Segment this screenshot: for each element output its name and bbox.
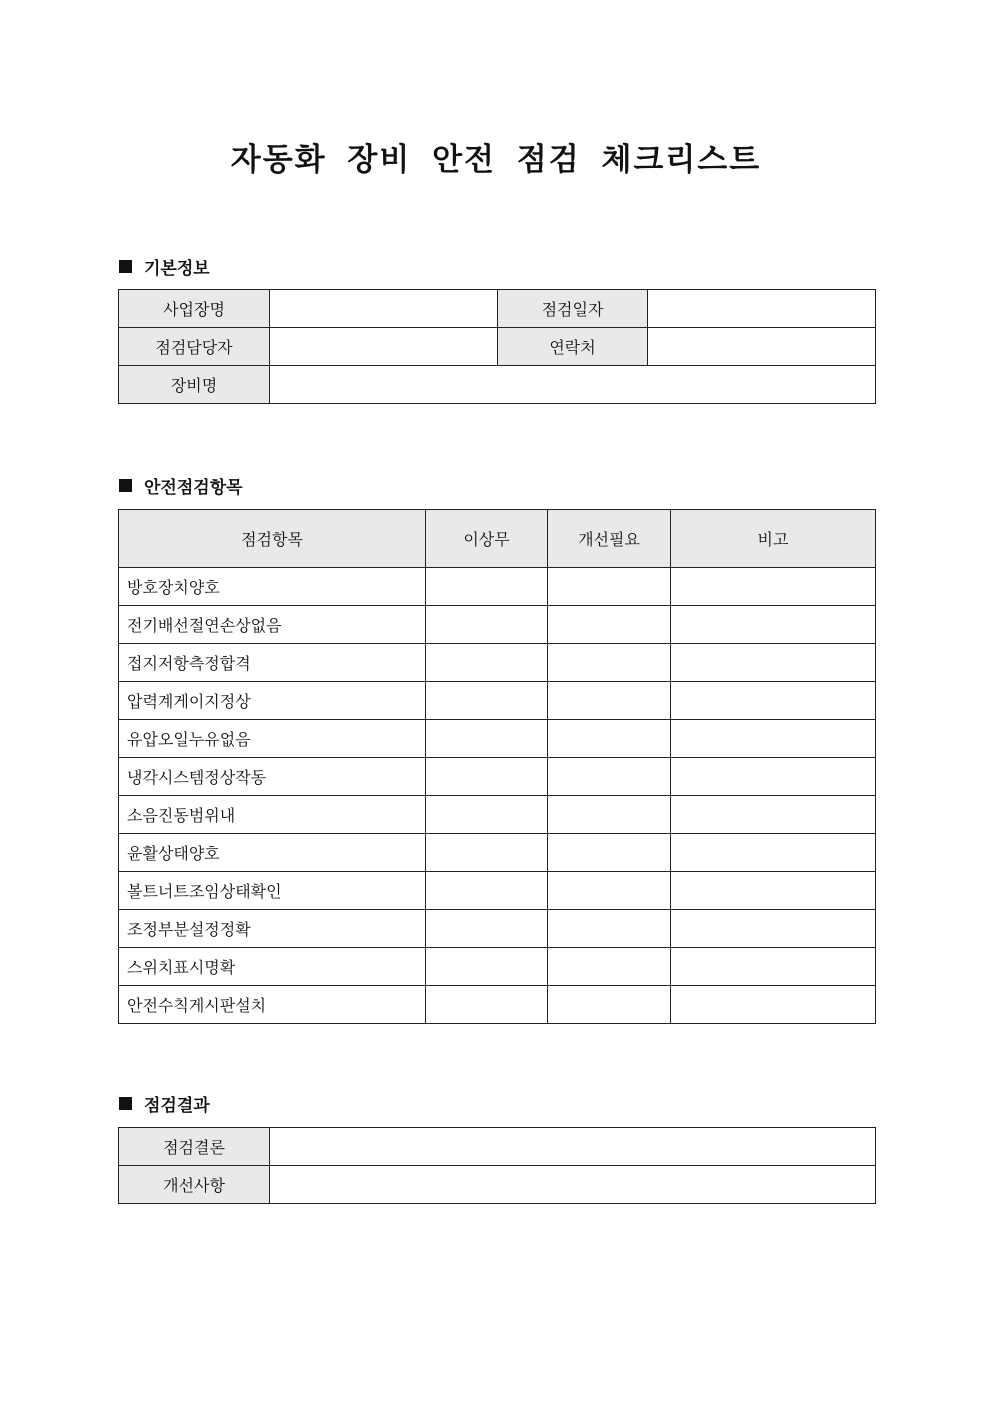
table-header-row bbox=[119, 510, 876, 568]
remarks-cell[interactable] bbox=[671, 796, 876, 834]
square-bullet-icon bbox=[119, 260, 132, 273]
check-item-label: 압력계게이지정상 bbox=[119, 682, 426, 720]
check-item-label: 윤활상태양호 bbox=[119, 834, 426, 872]
business-name-label: 사업장명 bbox=[119, 290, 270, 328]
needs-improvement-cell[interactable] bbox=[548, 568, 671, 606]
table-row bbox=[119, 720, 876, 758]
needs-improvement-cell[interactable] bbox=[548, 796, 671, 834]
column-header-item: 점검항목 bbox=[119, 510, 426, 568]
ok-cell[interactable] bbox=[426, 568, 548, 606]
inspection-date-field[interactable] bbox=[648, 290, 876, 328]
needs-improvement-cell[interactable] bbox=[548, 834, 671, 872]
ok-cell[interactable] bbox=[426, 834, 548, 872]
remarks-cell[interactable] bbox=[671, 948, 876, 986]
remarks-cell[interactable] bbox=[671, 606, 876, 644]
needs-improvement-cell[interactable] bbox=[548, 720, 671, 758]
remarks-cell[interactable] bbox=[671, 910, 876, 948]
needs-improvement-cell[interactable] bbox=[548, 606, 671, 644]
ok-cell[interactable] bbox=[426, 910, 548, 948]
equipment-name-field[interactable] bbox=[270, 366, 876, 404]
business-name-field[interactable] bbox=[270, 290, 498, 328]
table-row bbox=[119, 1128, 876, 1166]
ok-cell[interactable] bbox=[426, 606, 548, 644]
safety-check-heading bbox=[119, 473, 243, 498]
square-bullet-icon bbox=[119, 1097, 132, 1110]
document-title: 자동화 장비 안전 점검 체크리스트 bbox=[230, 142, 762, 178]
table-row bbox=[119, 606, 876, 644]
conclusion-label: 점검결론 bbox=[119, 1128, 270, 1166]
table-row bbox=[119, 758, 876, 796]
remarks-cell[interactable] bbox=[671, 720, 876, 758]
contact-field[interactable] bbox=[648, 328, 876, 366]
check-item-label: 소음진동범위내 bbox=[119, 796, 426, 834]
needs-improvement-cell[interactable] bbox=[548, 948, 671, 986]
ok-cell[interactable] bbox=[426, 872, 548, 910]
conclusion-field[interactable] bbox=[270, 1128, 876, 1166]
ok-cell[interactable] bbox=[426, 720, 548, 758]
ok-cell[interactable] bbox=[426, 948, 548, 986]
check-item-label: 접지저항측정합격 bbox=[119, 644, 426, 682]
inspector-label: 점검담당자 bbox=[119, 328, 270, 366]
ok-cell[interactable] bbox=[426, 682, 548, 720]
ok-cell[interactable] bbox=[426, 758, 548, 796]
needs-improvement-cell[interactable] bbox=[548, 758, 671, 796]
table-row bbox=[119, 872, 876, 910]
table-row bbox=[119, 682, 876, 720]
table-row bbox=[119, 290, 876, 328]
ok-cell[interactable] bbox=[426, 644, 548, 682]
remarks-cell[interactable] bbox=[671, 682, 876, 720]
square-bullet-icon bbox=[119, 479, 132, 492]
needs-improvement-cell[interactable] bbox=[548, 910, 671, 948]
equipment-name-label: 장비명 bbox=[119, 366, 270, 404]
improvements-field[interactable] bbox=[270, 1166, 876, 1204]
check-item-label: 전기배선절연손상없음 bbox=[119, 606, 426, 644]
table-row bbox=[119, 328, 876, 366]
result-heading bbox=[119, 1091, 210, 1116]
check-item-label: 방호장치양호 bbox=[119, 568, 426, 606]
remarks-cell[interactable] bbox=[671, 758, 876, 796]
safety-check-heading-text: 안전점검항목 bbox=[144, 478, 243, 498]
basic-info-heading-text: 기본정보 bbox=[144, 259, 210, 279]
contact-label: 연락처 bbox=[498, 328, 648, 366]
check-item-label: 스위치표시명확 bbox=[119, 948, 426, 986]
table-row bbox=[119, 986, 876, 1024]
check-item-label: 냉각시스템정상작동 bbox=[119, 758, 426, 796]
ok-cell[interactable] bbox=[426, 986, 548, 1024]
needs-improvement-cell[interactable] bbox=[548, 872, 671, 910]
needs-improvement-cell[interactable] bbox=[548, 986, 671, 1024]
safety-check-table bbox=[118, 509, 876, 1024]
result-table bbox=[118, 1127, 876, 1204]
needs-improvement-cell[interactable] bbox=[548, 644, 671, 682]
column-header-needs-improvement: 개선필요 bbox=[548, 510, 671, 568]
inspector-field[interactable] bbox=[270, 328, 498, 366]
remarks-cell[interactable] bbox=[671, 644, 876, 682]
column-header-remarks: 비고 bbox=[671, 510, 876, 568]
improvements-label: 개선사항 bbox=[119, 1166, 270, 1204]
table-row bbox=[119, 644, 876, 682]
result-heading-text: 점검결과 bbox=[144, 1096, 210, 1116]
table-row bbox=[119, 910, 876, 948]
check-item-label: 볼트너트조임상태확인 bbox=[119, 872, 426, 910]
remarks-cell[interactable] bbox=[671, 568, 876, 606]
table-row bbox=[119, 834, 876, 872]
column-header-ok: 이상무 bbox=[426, 510, 548, 568]
inspection-date-label: 점검일자 bbox=[498, 290, 648, 328]
basic-info-table bbox=[118, 289, 876, 404]
remarks-cell[interactable] bbox=[671, 834, 876, 872]
check-item-label: 유압오일누유없음 bbox=[119, 720, 426, 758]
ok-cell[interactable] bbox=[426, 796, 548, 834]
remarks-cell[interactable] bbox=[671, 986, 876, 1024]
table-row bbox=[119, 1166, 876, 1204]
table-row bbox=[119, 796, 876, 834]
check-item-label: 안전수칙게시판설치 bbox=[119, 986, 426, 1024]
remarks-cell[interactable] bbox=[671, 872, 876, 910]
table-row bbox=[119, 948, 876, 986]
needs-improvement-cell[interactable] bbox=[548, 682, 671, 720]
table-row bbox=[119, 568, 876, 606]
table-row bbox=[119, 366, 876, 404]
basic-info-heading bbox=[119, 254, 210, 279]
check-item-label: 조정부분설정정확 bbox=[119, 910, 426, 948]
